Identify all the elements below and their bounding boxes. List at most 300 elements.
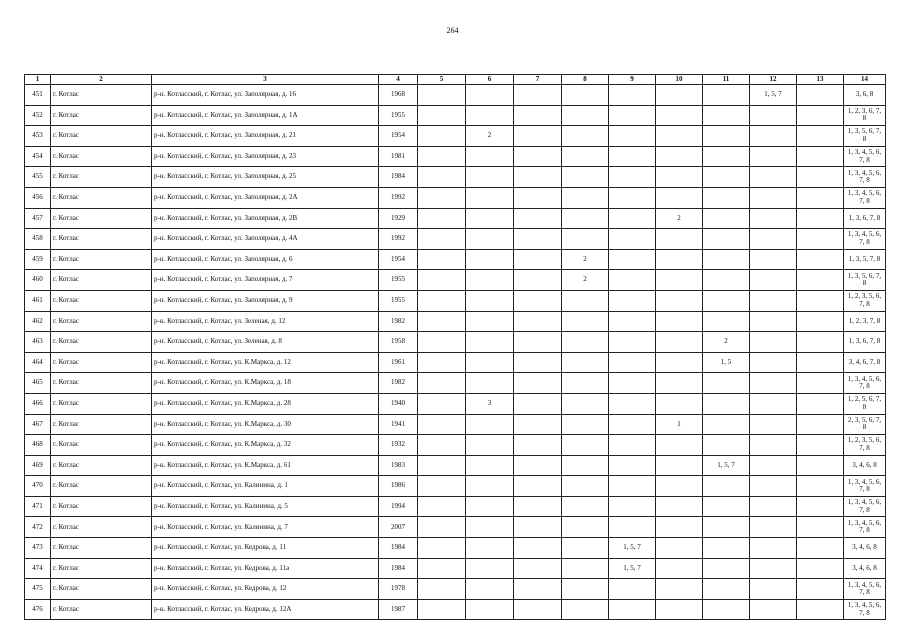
cell-col-3: р-н. Котласский, г. Котлас, ул. Заполярная, д. 21	[152, 126, 379, 147]
cell-col-13	[797, 229, 844, 250]
table-row	[25, 311, 886, 332]
cell-col-12	[750, 311, 797, 332]
table-row	[25, 85, 886, 106]
cell-col-1: 462	[25, 311, 51, 332]
column-header-10: 10	[656, 75, 703, 85]
cell-col-8	[562, 229, 609, 250]
cell-col-1: 452	[25, 105, 51, 126]
cell-col-9	[609, 476, 656, 497]
cell-col-7	[514, 352, 562, 373]
cell-col-13	[797, 455, 844, 476]
cell-col-8	[562, 538, 609, 559]
cell-col-3: р-н. Котласский, г. Котлас, ул. Кедрова, д. 11а	[152, 558, 379, 579]
cell-col-8	[562, 393, 609, 414]
cell-col-11	[703, 126, 750, 147]
cell-col-9	[609, 435, 656, 456]
cell-col-9	[609, 229, 656, 250]
cell-col-11	[703, 146, 750, 167]
cell-col-7	[514, 599, 562, 620]
cell-col-12	[750, 187, 797, 208]
column-header-1: 1	[25, 75, 51, 85]
table-row	[25, 455, 886, 476]
cell-col-4: 1982	[379, 311, 418, 332]
cell-col-11	[703, 476, 750, 497]
cell-col-12	[750, 167, 797, 188]
cell-col-6	[466, 517, 514, 538]
cell-col-5	[418, 579, 466, 600]
cell-col-4: 1955	[379, 290, 418, 311]
cell-col-7	[514, 126, 562, 147]
cell-col-7	[514, 558, 562, 579]
table-row	[25, 414, 886, 435]
cell-col-6	[466, 208, 514, 229]
cell-col-14: 1, 3, 4, 5, 6, 7, 8	[844, 146, 886, 167]
cell-col-14: 1, 3, 4, 5, 6, 7, 8	[844, 476, 886, 497]
cell-col-9	[609, 373, 656, 394]
table-row	[25, 105, 886, 126]
cell-col-2: г. Котлас	[51, 496, 152, 517]
cell-col-7	[514, 414, 562, 435]
cell-col-4: 1984	[379, 538, 418, 559]
cell-col-6	[466, 290, 514, 311]
cell-col-11	[703, 229, 750, 250]
cell-col-10	[656, 599, 703, 620]
cell-col-7	[514, 476, 562, 497]
cell-col-8	[562, 146, 609, 167]
cell-col-1: 465	[25, 373, 51, 394]
cell-col-8	[562, 599, 609, 620]
cell-col-2: г. Котлас	[51, 105, 152, 126]
cell-col-14: 3, 4, 6, 7, 8	[844, 352, 886, 373]
cell-col-10	[656, 126, 703, 147]
cell-col-8	[562, 435, 609, 456]
cell-col-4: 1992	[379, 187, 418, 208]
cell-col-10	[656, 373, 703, 394]
cell-col-3: р-н. Котласский, г. Котлас, ул. Заполярная, д. 16	[152, 85, 379, 106]
cell-col-1: 460	[25, 270, 51, 291]
cell-col-4: 1940	[379, 393, 418, 414]
table-row	[25, 558, 886, 579]
cell-col-9	[609, 455, 656, 476]
cell-col-7	[514, 311, 562, 332]
column-header-13: 13	[797, 75, 844, 85]
table-row	[25, 538, 886, 559]
cell-col-1: 454	[25, 146, 51, 167]
cell-col-4: 1941	[379, 414, 418, 435]
cell-col-11	[703, 558, 750, 579]
cell-col-11	[703, 311, 750, 332]
cell-col-11	[703, 373, 750, 394]
cell-col-6	[466, 146, 514, 167]
cell-col-13	[797, 579, 844, 600]
cell-col-9	[609, 579, 656, 600]
cell-col-9	[609, 311, 656, 332]
cell-col-10	[656, 311, 703, 332]
column-header-9: 9	[609, 75, 656, 85]
cell-col-6	[466, 105, 514, 126]
cell-col-9	[609, 146, 656, 167]
cell-col-1: 466	[25, 393, 51, 414]
cell-col-10	[656, 496, 703, 517]
cell-col-8	[562, 126, 609, 147]
cell-col-10	[656, 167, 703, 188]
cell-col-8	[562, 579, 609, 600]
cell-col-1: 456	[25, 187, 51, 208]
cell-col-12	[750, 496, 797, 517]
cell-col-12	[750, 538, 797, 559]
cell-col-7	[514, 290, 562, 311]
cell-col-9: 1, 5, 7	[609, 558, 656, 579]
cell-col-9	[609, 187, 656, 208]
cell-col-4: 1961	[379, 352, 418, 373]
cell-col-8	[562, 208, 609, 229]
cell-col-5	[418, 517, 466, 538]
table-row	[25, 599, 886, 620]
cell-col-9	[609, 332, 656, 353]
cell-col-3: р-н. Котласский, г. Котлас, ул. Кедрова, д. 11	[152, 538, 379, 559]
cell-col-1: 476	[25, 599, 51, 620]
cell-col-2: г. Котлас	[51, 249, 152, 270]
cell-col-12	[750, 208, 797, 229]
cell-col-3: р-н. Котласский, г. Котлас, ул. Калинина, д. 5	[152, 496, 379, 517]
cell-col-13	[797, 167, 844, 188]
cell-col-12	[750, 435, 797, 456]
cell-col-10	[656, 290, 703, 311]
cell-col-13	[797, 414, 844, 435]
cell-col-2: г. Котлас	[51, 476, 152, 497]
cell-col-5	[418, 476, 466, 497]
cell-col-4: 1982	[379, 373, 418, 394]
cell-col-5	[418, 290, 466, 311]
cell-col-13	[797, 496, 844, 517]
cell-col-8	[562, 558, 609, 579]
cell-col-3: р-н. Котласский, г. Котлас, ул. Зеленая, д. 8	[152, 332, 379, 353]
cell-col-10	[656, 352, 703, 373]
cell-col-13	[797, 517, 844, 538]
cell-col-5	[418, 208, 466, 229]
cell-col-5	[418, 538, 466, 559]
cell-col-4: 1932	[379, 435, 418, 456]
cell-col-1: 468	[25, 435, 51, 456]
cell-col-9	[609, 393, 656, 414]
cell-col-11	[703, 496, 750, 517]
cell-col-8	[562, 85, 609, 106]
cell-col-13	[797, 393, 844, 414]
column-header-8: 8	[562, 75, 609, 85]
cell-col-3: р-н. Котласский, г. Котлас, ул. Калинина, д. 1	[152, 476, 379, 497]
cell-col-2: г. Котлас	[51, 270, 152, 291]
cell-col-4: 1984	[379, 558, 418, 579]
cell-col-7	[514, 496, 562, 517]
cell-col-12	[750, 373, 797, 394]
cell-col-7	[514, 270, 562, 291]
cell-col-4: 1954	[379, 126, 418, 147]
cell-col-3: р-н. Котласский, г. Котлас, ул. Кедрова, д. 12	[152, 579, 379, 600]
cell-col-8	[562, 290, 609, 311]
cell-col-12	[750, 270, 797, 291]
cell-col-13	[797, 476, 844, 497]
cell-col-4: 1954	[379, 249, 418, 270]
cell-col-2: г. Котлас	[51, 146, 152, 167]
cell-col-10	[656, 146, 703, 167]
cell-col-3: р-н. Котласский, г. Котлас, ул. Калинина, д. 7	[152, 517, 379, 538]
cell-col-13	[797, 290, 844, 311]
cell-col-7	[514, 85, 562, 106]
cell-col-5	[418, 187, 466, 208]
cell-col-5	[418, 393, 466, 414]
cell-col-1: 457	[25, 208, 51, 229]
column-header-2: 2	[51, 75, 152, 85]
cell-col-5	[418, 105, 466, 126]
cell-col-8	[562, 167, 609, 188]
cell-col-3: р-н. Котласский, г. Котлас, ул. К.Маркса, д. 32	[152, 435, 379, 456]
cell-col-13	[797, 435, 844, 456]
cell-col-3: р-н. Котласский, г. Котлас, ул. К.Маркса, д. 61	[152, 455, 379, 476]
cell-col-14: 3, 6, 8	[844, 85, 886, 106]
cell-col-4: 1955	[379, 105, 418, 126]
cell-col-5	[418, 249, 466, 270]
cell-col-14: 1, 2, 3, 6, 7, 8	[844, 105, 886, 126]
cell-col-12	[750, 476, 797, 497]
cell-col-6	[466, 85, 514, 106]
cell-col-10	[656, 538, 703, 559]
cell-col-6	[466, 249, 514, 270]
cell-col-13	[797, 332, 844, 353]
cell-col-12	[750, 558, 797, 579]
cell-col-11	[703, 187, 750, 208]
cell-col-8	[562, 311, 609, 332]
cell-col-13	[797, 249, 844, 270]
cell-col-8	[562, 517, 609, 538]
cell-col-5	[418, 599, 466, 620]
table-row	[25, 517, 886, 538]
cell-col-6	[466, 435, 514, 456]
cell-col-4: 1929	[379, 208, 418, 229]
cell-col-4: 1978	[379, 579, 418, 600]
cell-col-4: 1987	[379, 599, 418, 620]
cell-col-12	[750, 393, 797, 414]
cell-col-13	[797, 270, 844, 291]
cell-col-9: 1, 5, 7	[609, 538, 656, 559]
cell-col-13	[797, 126, 844, 147]
cell-col-9	[609, 270, 656, 291]
table-row	[25, 270, 886, 291]
cell-col-1: 472	[25, 517, 51, 538]
cell-col-1: 451	[25, 85, 51, 106]
cell-col-6	[466, 496, 514, 517]
cell-col-2: г. Котлас	[51, 85, 152, 106]
cell-col-5	[418, 146, 466, 167]
cell-col-9	[609, 414, 656, 435]
cell-col-7	[514, 538, 562, 559]
cell-col-14: 1, 3, 4, 5, 6, 7, 8	[844, 373, 886, 394]
cell-col-9	[609, 105, 656, 126]
table-row	[25, 249, 886, 270]
cell-col-11	[703, 290, 750, 311]
cell-col-12	[750, 599, 797, 620]
cell-col-5	[418, 435, 466, 456]
cell-col-1: 475	[25, 579, 51, 600]
cell-col-5	[418, 85, 466, 106]
cell-col-10	[656, 85, 703, 106]
cell-col-8: 2	[562, 270, 609, 291]
table-row	[25, 476, 886, 497]
cell-col-12: 1, 5, 7	[750, 85, 797, 106]
table-row	[25, 146, 886, 167]
cell-col-4: 1981	[379, 146, 418, 167]
cell-col-2: г. Котлас	[51, 373, 152, 394]
cell-col-1: 461	[25, 290, 51, 311]
cell-col-14: 1, 2, 3, 5, 6, 7, 8	[844, 435, 886, 456]
cell-col-3: р-н. Котласский, г. Котлас, ул. К.Маркса, д. 30	[152, 414, 379, 435]
cell-col-2: г. Котлас	[51, 187, 152, 208]
cell-col-8	[562, 414, 609, 435]
cell-col-6: 2	[466, 126, 514, 147]
cell-col-5	[418, 167, 466, 188]
cell-col-12	[750, 352, 797, 373]
cell-col-1: 459	[25, 249, 51, 270]
table-row	[25, 435, 886, 456]
cell-col-2: г. Котлас	[51, 393, 152, 414]
cell-col-2: г. Котлас	[51, 352, 152, 373]
cell-col-3: р-н. Котласский, г. Котлас, ул. Кедрова, д. 12А	[152, 599, 379, 620]
cell-col-13	[797, 373, 844, 394]
cell-col-6	[466, 352, 514, 373]
cell-col-4: 1992	[379, 229, 418, 250]
cell-col-12	[750, 455, 797, 476]
cell-col-3: р-н. Котласский, г. Котлас, ул. Заполярная, д. 2А	[152, 187, 379, 208]
cell-col-5	[418, 414, 466, 435]
cell-col-13	[797, 311, 844, 332]
cell-col-5	[418, 352, 466, 373]
cell-col-2: г. Котлас	[51, 290, 152, 311]
cell-col-10	[656, 332, 703, 353]
cell-col-1: 471	[25, 496, 51, 517]
cell-col-3: р-н. Котласский, г. Котлас, ул. Заполярная, д. 2В	[152, 208, 379, 229]
cell-col-12	[750, 517, 797, 538]
cell-col-2: г. Котлас	[51, 538, 152, 559]
cell-col-10	[656, 517, 703, 538]
cell-col-3: р-н. Котласский, г. Котлас, ул. Заполярная, д. 23	[152, 146, 379, 167]
cell-col-7	[514, 187, 562, 208]
cell-col-5	[418, 332, 466, 353]
cell-col-6	[466, 558, 514, 579]
cell-col-6	[466, 414, 514, 435]
cell-col-14: 1, 3, 4, 5, 6, 7, 8	[844, 187, 886, 208]
cell-col-14: 1, 3, 4, 5, 6, 7, 8	[844, 579, 886, 600]
cell-col-1: 474	[25, 558, 51, 579]
cell-col-11	[703, 270, 750, 291]
cell-col-9	[609, 517, 656, 538]
cell-col-2: г. Котлас	[51, 517, 152, 538]
cell-col-13	[797, 146, 844, 167]
cell-col-13	[797, 85, 844, 106]
cell-col-9	[609, 290, 656, 311]
cell-col-14: 1, 3, 4, 5, 6, 7, 8	[844, 496, 886, 517]
cell-col-9	[609, 167, 656, 188]
cell-col-13	[797, 208, 844, 229]
cell-col-6	[466, 311, 514, 332]
cell-col-9	[609, 352, 656, 373]
cell-col-7	[514, 208, 562, 229]
cell-col-11: 1, 5	[703, 352, 750, 373]
cell-col-13	[797, 558, 844, 579]
table-row	[25, 373, 886, 394]
table-row	[25, 496, 886, 517]
cell-col-11	[703, 435, 750, 456]
cell-col-3: р-н. Котласский, г. Котлас, ул. Заполярная, д. 6	[152, 249, 379, 270]
cell-col-10	[656, 435, 703, 456]
cell-col-12	[750, 229, 797, 250]
cell-col-11	[703, 208, 750, 229]
cell-col-8	[562, 455, 609, 476]
cell-col-6: 3	[466, 393, 514, 414]
cell-col-14: 1, 3, 6, 7, 8	[844, 208, 886, 229]
cell-col-3: р-н. Котласский, г. Котлас, ул. К.Маркса, д. 18	[152, 373, 379, 394]
cell-col-11	[703, 414, 750, 435]
cell-col-10	[656, 476, 703, 497]
cell-col-8	[562, 105, 609, 126]
cell-col-10: 1	[656, 414, 703, 435]
cell-col-11	[703, 105, 750, 126]
cell-col-14: 2, 3, 5, 6, 7, 8	[844, 414, 886, 435]
cell-col-11	[703, 393, 750, 414]
cell-col-6	[466, 167, 514, 188]
cell-col-4: 1958	[379, 332, 418, 353]
cell-col-2: г. Котлас	[51, 208, 152, 229]
cell-col-3: р-н. Котласский, г. Котлас, ул. Заполярная, д. 25	[152, 167, 379, 188]
cell-col-8	[562, 476, 609, 497]
cell-col-6	[466, 476, 514, 497]
cell-col-7	[514, 373, 562, 394]
cell-col-11	[703, 249, 750, 270]
cell-col-3: р-н. Котласский, г. Котлас, ул. Заполярная, д. 1А	[152, 105, 379, 126]
cell-col-2: г. Котлас	[51, 229, 152, 250]
table-row	[25, 187, 886, 208]
cell-col-12	[750, 126, 797, 147]
cell-col-14: 3, 4, 6, 8	[844, 455, 886, 476]
cell-col-3: р-н. Котласский, г. Котлас, ул. Заполярная, д. 9	[152, 290, 379, 311]
cell-col-3: р-н. Котласский, г. Котлас, ул. Заполярная, д. 4А	[152, 229, 379, 250]
cell-col-11	[703, 85, 750, 106]
cell-col-12	[750, 290, 797, 311]
column-header-4: 4	[379, 75, 418, 85]
cell-col-13	[797, 599, 844, 620]
cell-col-6	[466, 599, 514, 620]
cell-col-10	[656, 393, 703, 414]
cell-col-3: р-н. Котласский, г. Котлас, ул. К.Маркса, д. 28	[152, 393, 379, 414]
cell-col-7	[514, 167, 562, 188]
cell-col-5	[418, 270, 466, 291]
cell-col-8	[562, 496, 609, 517]
cell-col-1: 463	[25, 332, 51, 353]
cell-col-8	[562, 332, 609, 353]
cell-col-1: 464	[25, 352, 51, 373]
cell-col-13	[797, 352, 844, 373]
cell-col-10	[656, 249, 703, 270]
cell-col-13	[797, 105, 844, 126]
cell-col-14: 1, 3, 5, 6, 7, 8	[844, 126, 886, 147]
cell-col-14: 1, 2, 3, 7, 8	[844, 311, 886, 332]
cell-col-6	[466, 332, 514, 353]
cell-col-5	[418, 311, 466, 332]
table-row	[25, 579, 886, 600]
cell-col-7	[514, 579, 562, 600]
cell-col-2: г. Котлас	[51, 414, 152, 435]
column-header-6: 6	[466, 75, 514, 85]
cell-col-1: 453	[25, 126, 51, 147]
cell-col-2: г. Котлас	[51, 332, 152, 353]
